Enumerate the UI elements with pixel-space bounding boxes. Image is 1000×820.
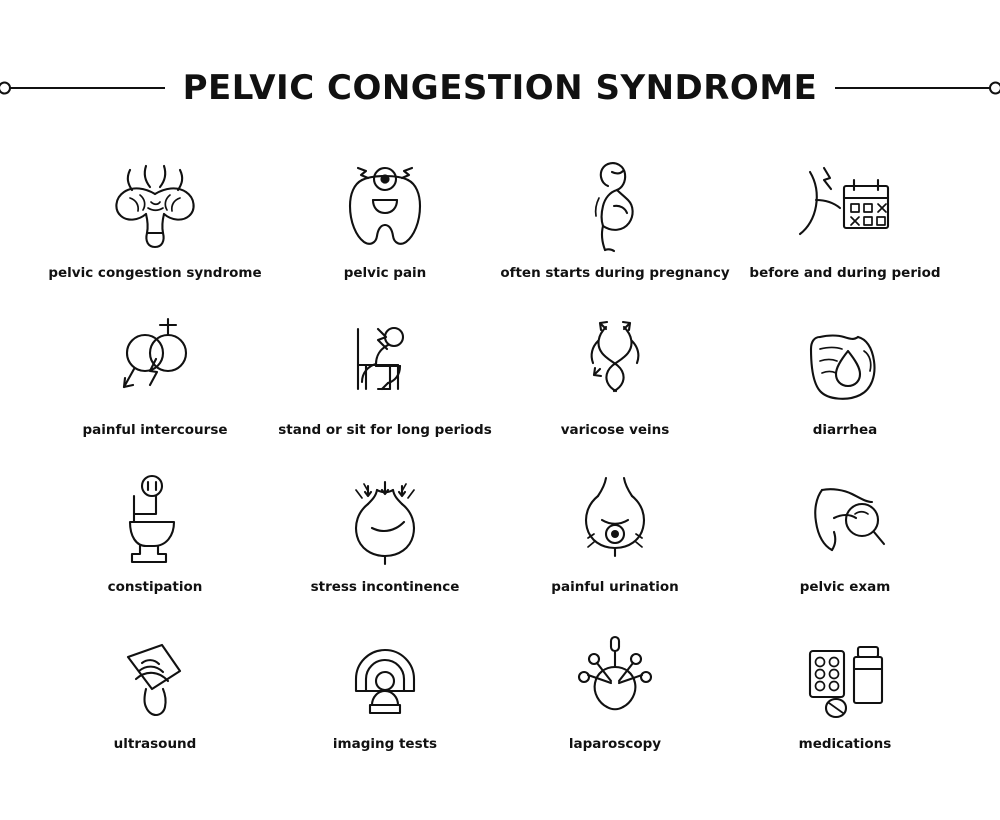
symptom-grid	[40, 150, 960, 778]
sitting-chair-pain-icon	[320, 307, 450, 417]
bladder-pressure-icon	[320, 464, 450, 574]
grid-item	[730, 464, 960, 621]
item-label: laparoscopy	[568, 736, 662, 752]
grid-item	[270, 464, 500, 621]
header-rule-right-endcap	[989, 82, 1000, 95]
item-label: before and during period	[749, 265, 941, 281]
varicose-veins-icon	[550, 307, 680, 417]
item-label: stress incontinence	[310, 579, 460, 595]
ct-scanner-icon	[320, 621, 450, 731]
grid-item	[730, 621, 960, 778]
toilet-icon	[90, 464, 220, 574]
pelvis-magnifier-icon	[780, 464, 910, 574]
laparoscopy-icon	[550, 621, 680, 731]
item-label: imaging tests	[332, 736, 438, 752]
grid-item	[730, 307, 960, 464]
grid-item	[500, 307, 730, 464]
grid-item	[270, 150, 500, 307]
calendar-period-icon	[780, 150, 910, 260]
grid-item	[730, 150, 960, 307]
intestine-drop-icon	[780, 307, 910, 417]
item-label: medications	[798, 736, 892, 752]
ultrasound-probe-icon	[90, 621, 220, 731]
uterus-veins-icon	[90, 150, 220, 260]
item-label: varicose veins	[560, 422, 670, 438]
item-label: pelvic congestion syndrome	[48, 265, 262, 281]
grid-item	[500, 464, 730, 621]
item-label: painful urination	[551, 579, 679, 595]
grid-item	[270, 307, 500, 464]
item-label: stand or sit for long periods	[278, 422, 492, 438]
bladder-pain-icon	[550, 464, 680, 574]
header	[0, 58, 1000, 118]
item-label: constipation	[107, 579, 203, 595]
pelvis-pain-icon	[320, 150, 450, 260]
grid-item	[40, 621, 270, 778]
intercourse-pain-icon	[90, 307, 220, 417]
pills-bottle-icon	[780, 621, 910, 731]
grid-item	[270, 621, 500, 778]
item-label: often starts during pregnancy	[500, 265, 730, 281]
header-rule-right	[835, 87, 993, 89]
header-rule-left	[7, 87, 165, 89]
grid-item	[40, 150, 270, 307]
item-label: ultrasound	[113, 736, 197, 752]
header-rule-left-endcap	[0, 82, 11, 95]
grid-item	[40, 307, 270, 464]
grid-item	[40, 464, 270, 621]
item-label: diarrhea	[812, 422, 878, 438]
grid-item	[500, 621, 730, 778]
item-label: painful intercourse	[82, 422, 228, 438]
pregnant-woman-icon	[550, 150, 680, 260]
grid-item	[500, 150, 730, 307]
item-label: pelvic pain	[343, 265, 427, 281]
item-label: pelvic exam	[799, 579, 891, 595]
page-title: PELVIC CONGESTION SYNDROME	[182, 68, 818, 108]
